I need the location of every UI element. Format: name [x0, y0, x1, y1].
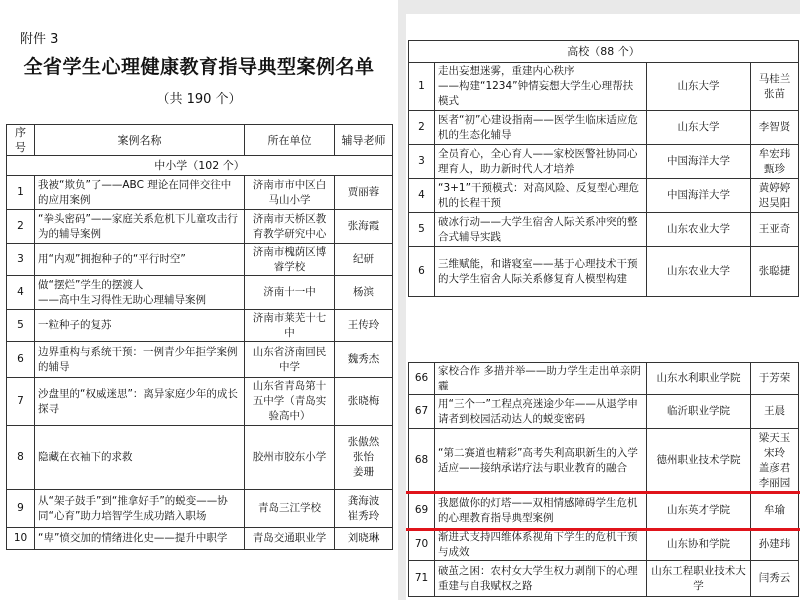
row-number: 9 [7, 490, 35, 528]
table-row [409, 145, 799, 179]
teacher-name: 孙建玮 [751, 529, 799, 561]
case-name: 家校合作 多措并举——助力学生走出单亲阴霾 [435, 363, 647, 395]
row-number: 7 [7, 378, 35, 426]
college-case-table-bottom [408, 362, 799, 597]
teacher-name: 刘晓琳 [335, 528, 393, 550]
case-name: 一粒种子的复苏 [35, 310, 245, 342]
unit-name: 济南市市中区白马山小学 [245, 176, 335, 210]
case-name: 边界重构与系统干预：一例青少年拒学案例的辅导 [35, 342, 245, 378]
page-gap [406, 334, 800, 362]
teacher-name: 牟宏玮 甄珍 [751, 145, 799, 179]
row-number: 3 [409, 145, 435, 179]
row-number: 71 [409, 561, 435, 597]
total-count: （共 190 个） [156, 92, 242, 107]
table-row [7, 490, 393, 528]
teacher-name: 王亚奇 [751, 213, 799, 247]
unit-name: 济南市莱芜十七中 [245, 310, 335, 342]
unit-name: 济南市天桥区教育教学研究中心 [245, 210, 335, 244]
unit-name: 济南十一中 [245, 276, 335, 310]
table-row [7, 426, 393, 490]
table-row [7, 310, 393, 342]
highlight-line-top [406, 491, 800, 494]
table-row [409, 493, 799, 529]
section-college: 高校（88 个） [409, 41, 799, 63]
primary-case-table [6, 124, 393, 550]
case-name: “卑”愤交加的情绪进化史——提升中职学 [35, 528, 245, 550]
case-name: 隐藏在衣袖下的求救 [35, 426, 245, 490]
unit-name: 山东农业大学 [647, 247, 751, 297]
case-name: 三维赋能，和谐寝室——基于心理技术干预的大学生宿舍人际关系修复育人模型构建 [435, 247, 647, 297]
unit-name: 青岛三江学校 [245, 490, 335, 528]
case-name: 用“内观”拥抱种子的“平行时空” [35, 244, 245, 276]
unit-name: 中国海洋大学 [647, 179, 751, 213]
table-row [409, 395, 799, 429]
case-name: 全员育心，全心育人——家校医警社协同心理育人，助力新时代人才培养 [435, 145, 647, 179]
table-row [409, 247, 799, 297]
row-number: 2 [7, 210, 35, 244]
header-no: 序号 [7, 125, 35, 156]
case-name: “第二赛道也精彩”高考失利高职新生的入学适应——接纳承诺疗法与职业教育的融合 [435, 429, 647, 493]
case-name: 破茧之困：农村女大学生权力剥削下的心理重建与自我赋权之路 [435, 561, 647, 597]
case-name: “3+1”干预模式：对高风险、反复型心理危机的长程干预 [435, 179, 647, 213]
unit-name: 山东农业大学 [647, 213, 751, 247]
case-name: 我被“欺负”了——ABC 理论在同伴交往中的应用案例 [35, 176, 245, 210]
table-row [7, 244, 393, 276]
section-primary: 中小学（102 个） [7, 156, 393, 176]
case-name: “拳头密码”——家庭关系危机下儿童攻击行为的辅导案例 [35, 210, 245, 244]
table-row [7, 276, 393, 310]
teacher-name: 王传玲 [335, 310, 393, 342]
teacher-name: 于芳荣 [751, 363, 799, 395]
row-number: 4 [7, 276, 35, 310]
row-number: 5 [7, 310, 35, 342]
unit-name: 山东协和学院 [647, 529, 751, 561]
unit-name: 中国海洋大学 [647, 145, 751, 179]
case-name: 做“摆烂”学生的摆渡人 ——高中生习得性无助心理辅导案例 [35, 276, 245, 310]
unit-name: 山东省青岛第十五中学（青岛实验高中） [245, 378, 335, 426]
unit-name: 山东水利职业学院 [647, 363, 751, 395]
table-row [7, 210, 393, 244]
row-number: 67 [409, 395, 435, 429]
teacher-name: 张海霞 [335, 210, 393, 244]
case-name: 从“架子鼓手”到“推拿好手”的蜕变——协同“心育”助力培智学生成功踏入职场 [35, 490, 245, 528]
teacher-name: 张聪捷 [751, 247, 799, 297]
teacher-name: 马桂兰 张苗 [751, 63, 799, 111]
left-document-page [0, 0, 398, 600]
row-number: 2 [409, 111, 435, 145]
row-number: 5 [409, 213, 435, 247]
row-number: 3 [7, 244, 35, 276]
table-row [409, 561, 799, 597]
table-row [409, 111, 799, 145]
row-number: 4 [409, 179, 435, 213]
unit-name: 山东省济南回民中学 [245, 342, 335, 378]
row-number: 10 [7, 528, 35, 550]
teacher-name: 杨滨 [335, 276, 393, 310]
highlight-line-bottom [406, 528, 800, 531]
teacher-name: 牟瑜 [751, 493, 799, 529]
teacher-name: 梁天玉 宋玲 盖彦君 李丽园 [751, 429, 799, 493]
table-row [7, 378, 393, 426]
case-name: 用“三个一”工程点亮迷途少年——从退学申请者到校园活动达人的蜕变密码 [435, 395, 647, 429]
unit-name: 临沂职业学院 [647, 395, 751, 429]
teacher-name: 魏秀杰 [335, 342, 393, 378]
teacher-name: 王晨 [751, 395, 799, 429]
case-name: 走出妄想迷雾，重建内心秩序 ——构建“1234”钟情妄想大学生心理帮扶模式 [435, 63, 647, 111]
case-name: 医者“初”心建设指南——医学生临床适应危机的生态化辅导 [435, 111, 647, 145]
annex-label: 附件 3 [20, 32, 59, 47]
unit-name: 胶州市胶东小学 [245, 426, 335, 490]
table-row [409, 429, 799, 493]
table-row [7, 342, 393, 378]
teacher-name: 张晓梅 [335, 378, 393, 426]
header-teacher: 辅导老师 [335, 125, 393, 156]
row-number: 66 [409, 363, 435, 395]
table-row [409, 179, 799, 213]
unit-name: 山东大学 [647, 63, 751, 111]
row-number: 1 [409, 63, 435, 111]
teacher-name: 贾丽蓉 [335, 176, 393, 210]
case-name: 我愿做你的灯塔——双相情感障碍学生危机的心理教育指导典型案例 [435, 493, 647, 529]
teacher-name: 龚海波 崔秀玲 [335, 490, 393, 528]
unit-name: 山东英才学院 [647, 493, 751, 529]
teacher-name: 闫秀云 [751, 561, 799, 597]
row-number: 1 [7, 176, 35, 210]
college-case-table-top [408, 40, 799, 297]
row-number: 8 [7, 426, 35, 490]
table-header-row [7, 125, 393, 156]
unit-name: 青岛交通职业学 [245, 528, 335, 550]
table-row [409, 213, 799, 247]
unit-name: 山东工程职业技术大学 [647, 561, 751, 597]
right-document-page [406, 14, 800, 600]
header-unit: 所在单位 [245, 125, 335, 156]
header-case-name: 案例名称 [35, 125, 245, 156]
teacher-name: 黄婷婷 迟昊阳 [751, 179, 799, 213]
row-number: 6 [7, 342, 35, 378]
row-number: 69 [409, 493, 435, 529]
teacher-name: 纪研 [335, 244, 393, 276]
row-number: 6 [409, 247, 435, 297]
case-name: 渐进式支持四维体系视角下学生的危机干预与成效 [435, 529, 647, 561]
table-row [409, 363, 799, 395]
table-row [409, 529, 799, 561]
unit-name: 德州职业技术学院 [647, 429, 751, 493]
unit-name: 山东大学 [647, 111, 751, 145]
table-row [409, 63, 799, 111]
unit-name: 济南市槐荫区博睿学校 [245, 244, 335, 276]
case-name: 破冰行动——大学生宿舍人际关系冲突的整合式辅导实践 [435, 213, 647, 247]
document-title: 全省学生心理健康教育指导典型案例名单 [23, 56, 375, 78]
teacher-name: 李智贤 [751, 111, 799, 145]
teacher-name: 张傲然 张怡 姜珊 [335, 426, 393, 490]
row-number: 70 [409, 529, 435, 561]
row-number: 68 [409, 429, 435, 493]
table-row [7, 528, 393, 550]
case-name: 沙盘里的“权威迷思”：离异家庭少年的成长探寻 [35, 378, 245, 426]
table-row [7, 176, 393, 210]
